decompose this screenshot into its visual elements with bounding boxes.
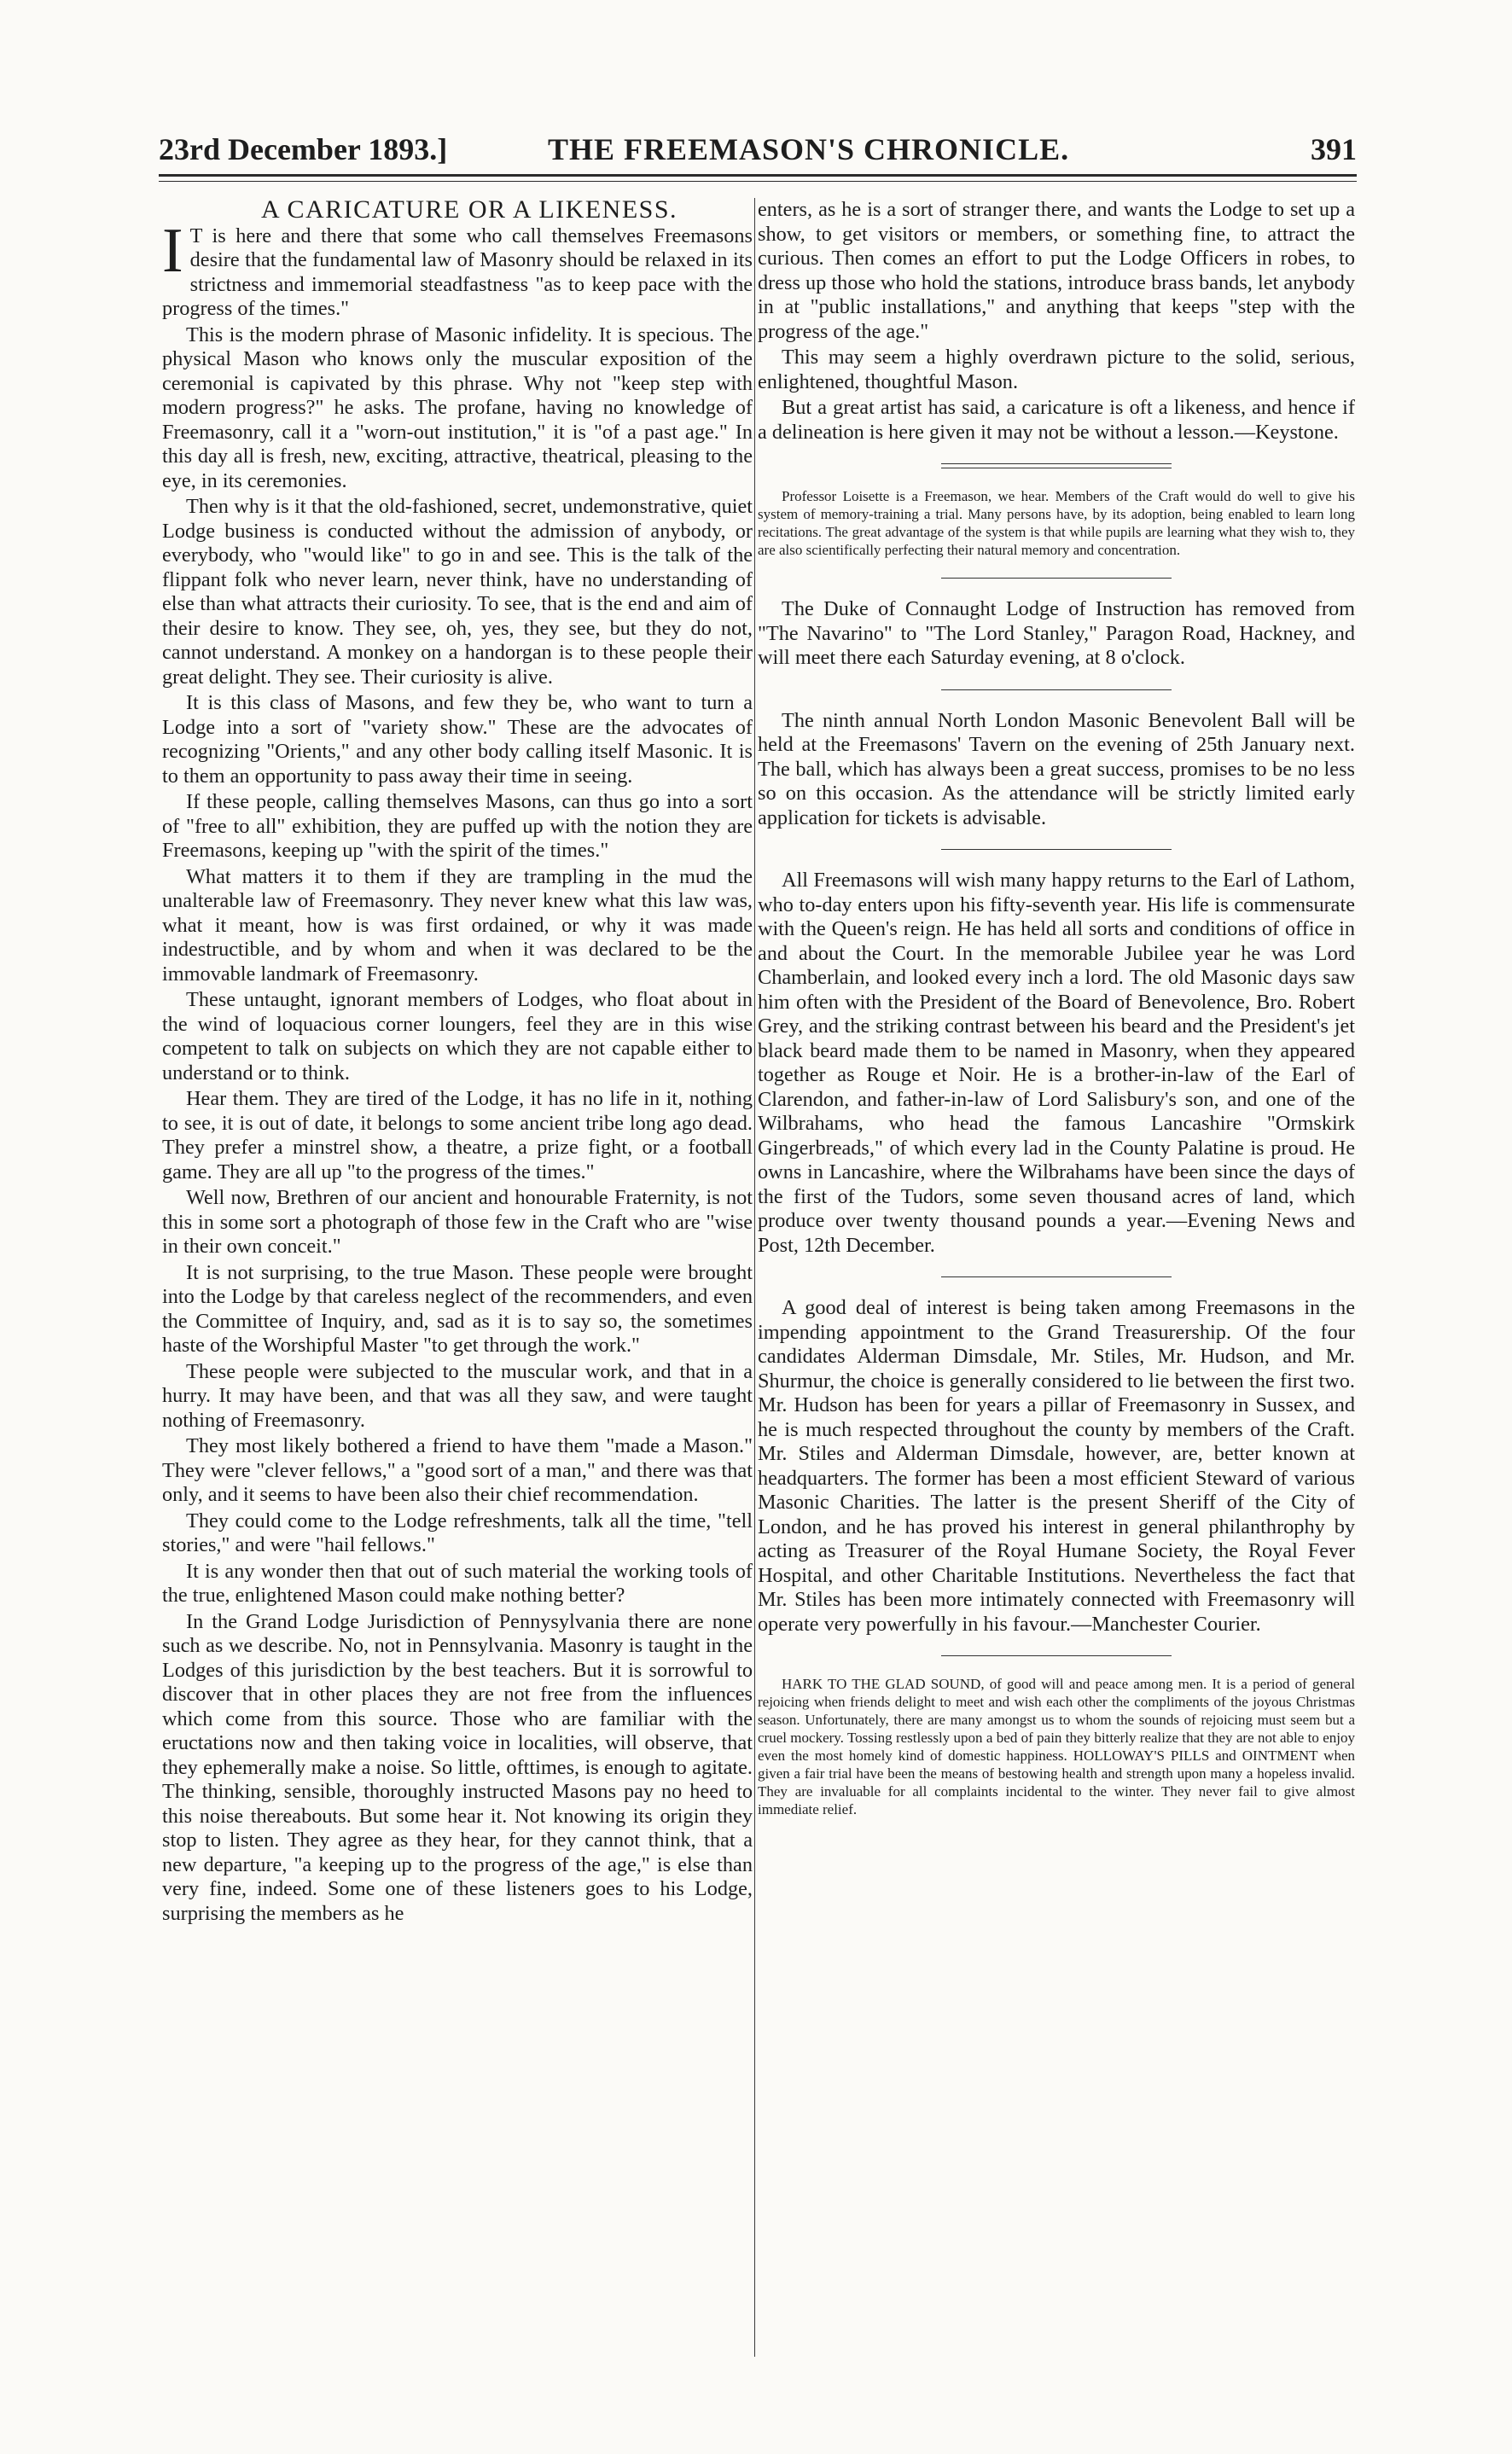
section-separator (941, 578, 1172, 579)
notice-loisette: Professor Loisette is a Freemason, we hear. Members of the Craft would do well to give his system of memory-training a trial. Many persons have, by its adoption, being enabled to learn long recitations. The great advantage of the system is that while pupils are learning what they wish to, they are also scientifically perfecting their natural memory and concentration. (758, 488, 1355, 558)
publication-title: THE FREEMASON'S CHRONICLE. (548, 132, 1070, 166)
right-column (758, 198, 1355, 1820)
article-paragraph: In the Grand Lodge Jurisdiction of Pennysylvania there are none such as we describe. No, not in Pennsylvania. Masonry is taught in the Lodges of this jurisdiction by the best teachers. But it is sorrowful to discover that in other places they are not free from the influences which come from this source. Those who are familiar with the eructations now and then taking voice in localities, will observe, that they ephemerally make a noise. So little, ofttimes, is enough to agitate. The thinking, sensible, thoroughly instructed Masons pay no heed to this noise thereabouts. But some hear it. Not knowing its origin they stop to listen. They agree as they hear, for they cannot think, that a new departure, "a keeping up to the progress of the age," is else than very fine, indeed. Some one of these listeners goes to his Lodge, surprising the members as he (162, 1609, 753, 1925)
left-column (162, 195, 753, 1928)
article-paragraph: It is not surprising, to the true Mason. These people were brought into the Lodge by that careless neglect of the recommenders, and even the Committee of Inquiry, and, sad as it is to say so, the sometimes haste of the Worshipful Master "to get through the work." (162, 1260, 753, 1357)
article-paragraph: If these people, calling themselves Masons, can thus go into a sort of "free to all" exhibition, they are puffed up with the notion they are Freemasons, keeping up "with the spirit of the times." (162, 790, 753, 862)
section-separator (941, 463, 1172, 468)
section-separator (941, 849, 1172, 850)
notice-earl-of-lathom: All Freemasons will wish many happy returns to the Earl of Lathom, who to-day enters upon his fifty-seventh year. His life is commensurate with the Queen's reign. He has held all sorts and conditions of office in and about the Court. In the memorable Jubilee year he was Lord Chamberlain, and looked every inch a lord. The old Masonic days saw him often with the President of the Board of Benevolence, Bro. Robert Grey, and the striking contrast between his beard and the President's jet black beard made them to be named in Masonry, when they appeared together as Rouge et Noir. He is a brother-in-law of the Earl of Clarendon, and father-in-law of Lord Salisbury's son, and one of the Wilbrahams, who head the famous Lancashire "Ormskirk Gingerbreads," of which every lad in the County Palatine is proud. He owns in Lancashire, where the Wilbrahams have been since the days of the first of the Tudors, some seven thousand acres of land, which produce over twenty thousand pounds a year.—Evening News and Post, 12th December. (758, 869, 1355, 1257)
article-paragraph: This is the modern phrase of Masonic infidelity. It is specious. The physical Mason who knows only the muscular exposition of the ceremonial is capivated by this phrase. Why not "keep step with modern progress?" he asks. The profane, having no knowledge of Freemasonry, call it a "worn-out institution," it is "of a past age." In this day all is fresh, new, exciting, attractive, theatrical, pleasing to the eye, in its ceremonies. (162, 323, 753, 492)
notice-connaught-lodge: The Duke of Connaught Lodge of Instruction has removed from "The Navarino" to "The Lord Stanley," Paragon Road, Hackney, and will meet there each Saturday evening, at 8 o'clock. (758, 597, 1355, 669)
masthead (159, 126, 1357, 177)
article-paragraph: It is this class of Masons, and few they be, who want to turn a Lodge into a sort of "variety show." These are the advocates of recognizing "Orients," and any other body calling itself Masonic. It is to them an opportunity to pass away their time in seeing. (162, 691, 753, 788)
section-separator (941, 1655, 1172, 1656)
notice-grand-treasurer: A good deal of interest is being taken among Freemasons in the impending appointment to the Grand Treasurership. Of the four candidates Alderman Dimsdale, Mr. Stiles, Mr. Hudson, and Mr. Shurmur, the choice is generally considered to lie between the first two. Mr. Hudson has been for years a pillar of Freemasonry in Sussex, and he is much respected throughout the county by members of the Craft. Mr. Stiles and Alderman Dimsdale, however, are, better known at headquarters. The former has been a most efficient Steward of various Masonic Charities. The latter is the present Sheriff of the City of London, and he has proved his interest in general philanthrophy by acting as Treasurer of the Royal Humane Society, the Royal Fever Hospital, and other Charitable Institutions. Nevertheless the fact that Mr. Stiles has been more intimately connected with Freemasonry will operate very powerfully in his favour.—Manchester Courier. (758, 1296, 1355, 1636)
advert-holloway: HARK TO THE GLAD SOUND, of good will and peace among men. It is a period of general rejoicing when friends delight to meet and wish each other the compliments of the joyous Christmas season. Unfortunately, there are many amongst us to whom the sounds of rejoicing must seem but a cruel mockery. Tossing restlessly upon a bed of pain they bitterly realize that they are not able to enjoy even the most homely kind of domestic happiness. HOLLOWAY'S PILLS and OINTMENT when given a fair trial have been the means of bestowing health and strength upon many a hopeless invalid. They are invaluable for all complaints incidental to the winter. They never fail to give almost immediate relief. (758, 1676, 1355, 1817)
article-paragraph: Hear them. They are tired of the Lodge, it has no life in it, nothing to see, it is out of date, it belongs to some ancient tribe long ago dead. They prefer a minstrel show, a theatre, a prize fight, or a football game. They are all up "to the progress of the times." (162, 1087, 753, 1183)
column-divider (754, 198, 755, 2357)
article-paragraph: These people were subjected to the muscular work, and that in a hurry. It may have been, and that was all they saw, and were taught nothing of Freemasonry. (162, 1359, 753, 1432)
article-continuation: But a great artist has said, a caricature is oft a likeness, and hence if a delineation is here given it may not be without a lesson.—Keystone. (758, 396, 1355, 444)
section-separator (941, 689, 1172, 690)
drop-cap: I (162, 215, 183, 286)
article-paragraph: They most likely bothered a friend to have them "made a Mason." They were "clever fellows," a "good sort of a man," and there was that only, and it seems to have been also their chief recommendation. (162, 1434, 753, 1506)
article-paragraph: I T is here and there that some who call themselves Freemasons desire that the fundamental law of Masonry should be relaxed in its strictness and immemorial steadfastness "as to keep pace with the progress of the times." (162, 215, 753, 320)
masthead-rule (159, 181, 1357, 182)
notice-benevolent-ball: The ninth annual North London Masonic Benevolent Ball will be held at the Freemasons' Tavern on the evening of 25th January next. The ball, which has always been a great success, promises to be no less so on this occasion. As the attendance will be strictly limited early application for tickets is advisable. (758, 708, 1355, 829)
article-headline: A CARICATURE OR A LIKENESS. (260, 195, 678, 224)
article-continuation: This may seem a highly overdrawn picture to the solid, serious, enlightened, thoughtful Mason. (758, 346, 1355, 393)
issue-date: 23rd December 1893.] (159, 132, 448, 166)
article-paragraph: These untaught, ignorant members of Lodges, who float about in the wind of loquacious corner loungers, feel they are in this wise competent to talk on subjects on which they are not capable either to understand or to think. (162, 988, 753, 1085)
article-paragraph: Then why is it that the old-fashioned, secret, undemonstrative, quiet Lodge business is conducted without the admission of anybody, or everybody, who "would like" to go in and see. This is the talk of the flippant folk who never learn, never think, have no understanding of else than what attracts their curiosity. To see, that is the end and aim of their desire to know. They see, oh, yes, they see, but they do not, cannot understand. A monkey on a handorgan is to these people their great delight. They see. Their curiosity is alive. (162, 495, 753, 689)
article-paragraph: They could come to the Lodge refreshments, talk all the time, "tell stories," and were "hail fellows." (162, 1509, 753, 1556)
page-number: 391 (1311, 132, 1357, 166)
section-separator (941, 1276, 1172, 1277)
article-paragraph: Well now, Brethren of our ancient and honourable Fraternity, is not this in some sort a photograph of those few in the Craft who are "wise in their own conceit." (162, 1186, 753, 1258)
article-paragraph: It is any wonder then that out of such material the working tools of the true, enlightened Mason could make nothing better? (162, 1559, 753, 1607)
article-paragraph: What matters it to them if they are trampling in the mud the unalterable law of Freemasonry. They never knew what this law was, what it meant, how is was first ordained, or why it was made indestructible, and by whom and when it was declared to be the immovable landmark of Freemasonry. (162, 864, 753, 986)
article-continuation: enters, as he is a sort of stranger there, and wants the Lodge to set up a show, to get visitors or members, or something fine, to attract the curious. Then comes an effort to put the Lodge Officers in robes, to dress up those who hold the stations, introduce brass bands, let anybody in at "public installations," and anything that keeps "step with the progress of the age." (758, 198, 1355, 343)
